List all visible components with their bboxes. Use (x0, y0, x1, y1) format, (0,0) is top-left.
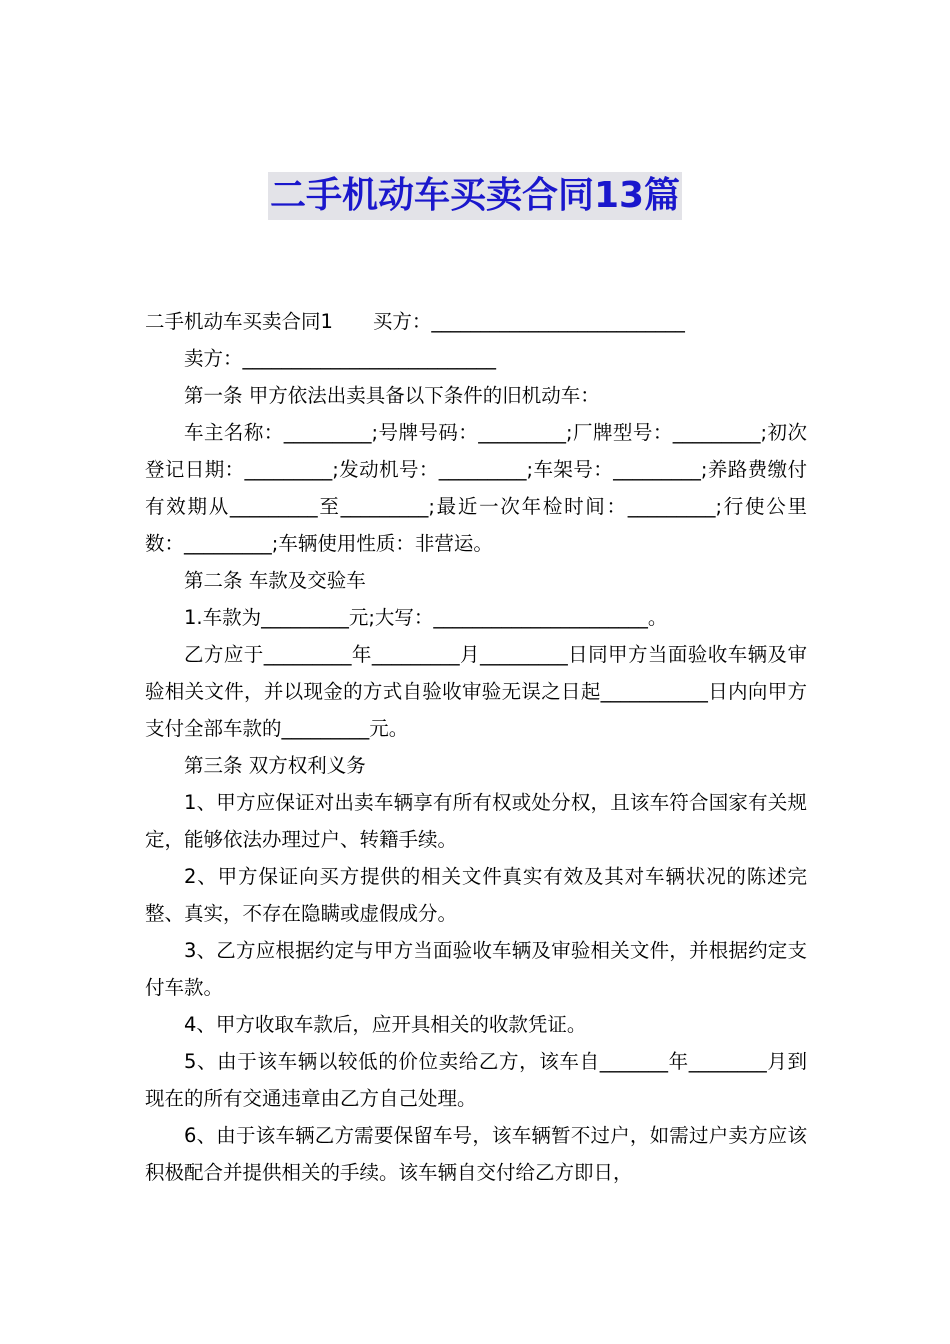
paragraph: 第二条 车款及交验车 (184, 569, 366, 592)
paragraph: 4、甲方收取车款后，应开具相关的收款凭证。 (184, 1013, 587, 1036)
paragraph: 2、甲方保证向买方提供的相关文件真实有效及其对车辆状况的陈述完整、真实，不存在隐瞒或虚假成分。 (145, 865, 807, 925)
paragraph: 车主名称：_________;号牌号码：_________;厂牌型号：_________;初次登记日期：_________;发动机号：_________;车架号：_________;养路费缴付有效期从_________至_________;最近一次年检时间：_________;行使公里数：_________;车辆使用性质：非营运。 (145, 421, 807, 555)
paragraph: 第一条 甲方依法出卖具备以下条件的旧机动车： (184, 384, 600, 407)
contract-number-label: 二手机动车买卖合同1 (145, 310, 333, 333)
document-title: 二手机动车买卖合同13篇 (268, 172, 682, 220)
paragraph: 乙方应于_________年_________月_________日同甲方当面验收车辆及审验相关文件，并以现金的方式自验收审验无误之日起___________日内向甲方支付全部车款的_________元。 (145, 643, 807, 740)
paragraph-contract-heading (145, 303, 807, 340)
title-container (0, 172, 950, 220)
paragraph: 1.车款为_________元;大写：______________________。 (184, 606, 668, 629)
buyer-field: 买方：__________________________ (372, 310, 685, 333)
paragraph: 3、乙方应根据约定与甲方当面验收车辆及审验相关文件，并根据约定支付车款。 (145, 939, 807, 999)
paragraph: 卖方：__________________________ (184, 347, 497, 370)
paragraph: 第三条 双方权利义务 (184, 754, 366, 777)
paragraph: 1、甲方应保证对出卖车辆享有所有权或处分权，且该车符合国家有关规定，能够依法办理过户、转籍手续。 (145, 791, 807, 851)
paragraph: 5、由于该车辆以较低的价位卖给乙方，该车自_______年________月到现在的所有交通违章由乙方自己处理。 (145, 1050, 807, 1110)
document-body (145, 303, 807, 1191)
paragraph: 6、由于该车辆乙方需要保留车号，该车辆暂不过户，如需过户卖方应该积极配合并提供相关的手续。该车辆自交付给乙方即日， (145, 1124, 807, 1184)
